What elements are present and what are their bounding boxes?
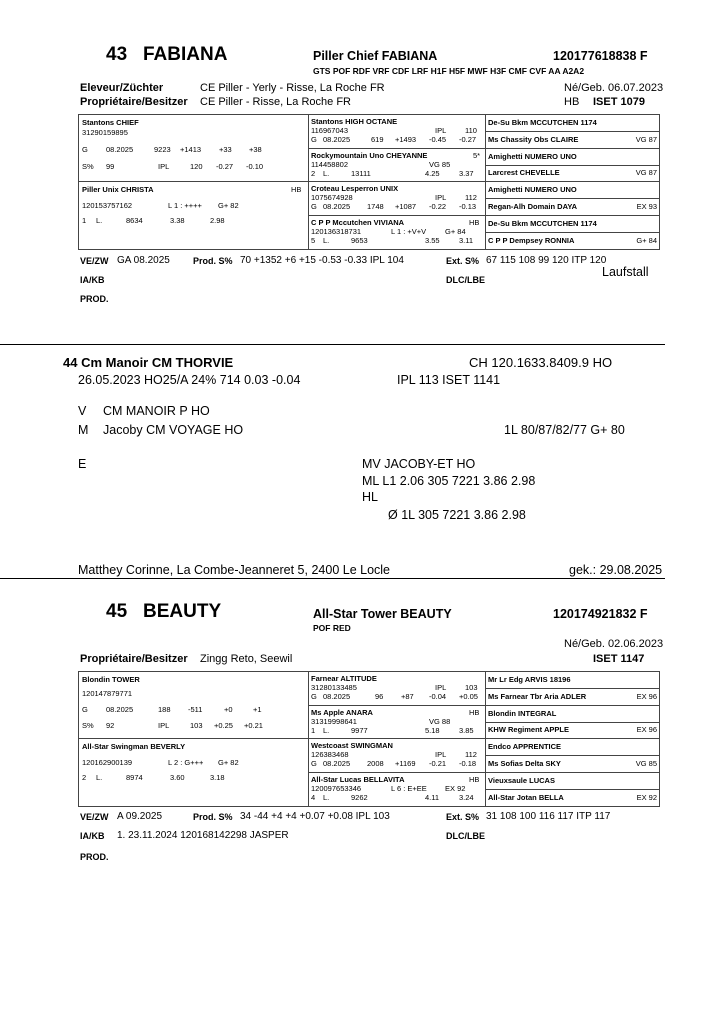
- housing-note: Laufstall: [602, 265, 649, 279]
- animal-full-name: All-Star Tower BEAUTY: [313, 607, 452, 621]
- sire-name: Stantons CHIEF: [82, 118, 139, 127]
- gg-0: De-Su Bkm MCCUTCHEN 1174: [488, 118, 597, 127]
- sire-sire-cell: Stantons HIGH OCTANE 116967043 IPL 110 G 08.2025 619 +1493 -0.45 -0.27: [311, 117, 477, 144]
- gg-2: Blondin INTEGRAL: [488, 709, 557, 718]
- sire-dam-cell: Ms Apple ANARA HB 31319998641 VG 88 1 L. 9977 5.18 3.85: [311, 708, 480, 735]
- gg-1: Ms Chassity Obs CLAIRE VG 87: [488, 135, 657, 144]
- iset: ISET 1079: [593, 96, 645, 108]
- dam-dam-cell: C P P Mccutchen VIVIANA HB 120136318731 L 1 : +V+V G+ 84 5 L. 9653 3.55 3.11: [311, 218, 480, 245]
- animal-name: BEAUTY: [143, 601, 222, 622]
- gg-0: Mr Lr Edg ARVIS 18196: [488, 675, 571, 684]
- gg-3: KHW Regiment APPLE EX 96: [488, 725, 657, 734]
- animal-id: 120174921832 F: [553, 607, 648, 621]
- sire-sire-cell: Farnear ALTITUDE 31280133485 IPL 103 G 08.2025 96 +87 -0.04 +0.05: [311, 674, 478, 701]
- birth-date: Né/Geb. 02.06.2023: [564, 638, 664, 650]
- sire-line: CM MANOIR P HO: [103, 404, 210, 418]
- genetics: GTS POF RDF VRF CDF LRF H1F H5F MWF H3F CMF CVF AA A2A2: [313, 66, 585, 76]
- gg-5: Ms Sofias Delta SKY VG 85: [488, 759, 657, 768]
- animal-id: 120177618838 F: [553, 49, 648, 63]
- sire-cell: Stantons CHIEF 31290159895 G 08.2025 9223 +1413 +33 +38 S% 99 IPL 120 -0.27 -0.10: [82, 118, 264, 171]
- animal-number: 45: [106, 601, 128, 622]
- gg-7: C P P Dempsey RONNIA G+ 84: [488, 236, 657, 245]
- sire-name: Blondin TOWER: [82, 675, 140, 684]
- sire-id: 31290159895: [82, 128, 128, 137]
- animal-name: FABIANA: [143, 44, 228, 65]
- dam-cell: Piller Unix CHRISTA HB 120153757162 L 1 : ++++ G+ 82 1 L. 8634 3.38 2.98: [82, 185, 302, 225]
- owner: Zingg Reto, Seewil: [200, 653, 293, 665]
- gg-6: De-Su Bkm MCCUTCHEN 1174: [488, 219, 597, 228]
- gg-4: Endco APPRENTICE: [488, 742, 562, 751]
- sire-id: 120147879771: [82, 689, 133, 698]
- gg-6: Vieuxsaule LUCAS: [488, 776, 555, 785]
- breeder: CE Piller - Yerly - Risse, La Roche FR: [200, 82, 385, 94]
- breeder-label: Eleveur/Züchter: [80, 82, 164, 94]
- dam-sire-cell: Croteau Lesperron UNIX 1075674928 IPL 112 G 08.2025 1748 +1087 -0.22 -0.13: [311, 184, 477, 211]
- separator: [0, 578, 665, 579]
- gg-5: Regan-Alh Domain DAYA EX 93: [488, 202, 657, 211]
- dam-name: All-Star Swingman BEVERLY: [82, 742, 186, 751]
- separator: [0, 344, 665, 345]
- birth-date: Né/Geb. 06.07.2023: [564, 82, 664, 94]
- sire-cell: Blondin TOWER 120147879771 G 08.2025 188 -511 +0 +1 S% 92 IPL 103 +0.25 +0.21: [82, 675, 263, 730]
- gg-7: All-Star Jotan BELLA EX 92: [488, 793, 657, 802]
- iset: ISET 1147: [593, 653, 645, 665]
- owner-label: Propriétaire/Besitzer: [80, 96, 188, 108]
- sire-dam-cell: Rockymountain Uno CHEYANNE 5* 114458802 VG 85 2 L. 13111 4.25 3.37: [311, 151, 481, 178]
- dam-dam-cell: All-Star Lucas BELLAVITA HB 120097653346 L 6 : E+EE EX 92 4 L. 9262 4.11 3.24: [311, 775, 480, 802]
- owner-address: Matthey Corinne, La Combe-Jeanneret 5, 2400 Le Locle: [78, 563, 390, 577]
- gg-4: Amighetti NUMERO UNO: [488, 185, 577, 194]
- animal-44-title: 44 Cm Manoir CM THORVIE: [63, 355, 234, 370]
- animal-full-name: Piller Chief FABIANA: [313, 49, 438, 63]
- gg-1: Ms Farnear Tbr Aria ADLER EX 96: [488, 692, 657, 701]
- animal-number: 43: [106, 44, 128, 65]
- gek-date: gek.: 29.08.2025: [569, 563, 663, 577]
- dam-name: Piller Unix CHRISTA: [82, 185, 154, 194]
- pedigree-45: [78, 671, 660, 807]
- dam-line: Jacoby CM VOYAGE HO: [103, 423, 244, 437]
- hb-badge: HB: [564, 96, 580, 108]
- owner: CE Piller - Risse, La Roche FR: [200, 96, 351, 108]
- animal-44-id: CH 120.1633.8409.9 HO: [469, 355, 613, 370]
- genetics: POF RED: [313, 623, 351, 633]
- dam-sire-cell: Westcoast SWINGMAN 126383468 IPL 112 G 08.2025 2008 +1169 -0.21 -0.18: [311, 741, 477, 768]
- gg-3: Larcrest CHEVELLE VG 87: [488, 168, 657, 177]
- pedigree-43: [78, 114, 660, 250]
- dam-cell: All-Star Swingman BEVERLY 120162900139 L 2 : G+++ G+ 82 2 L. 8974 3.60 3.18: [82, 742, 239, 782]
- owner-label: Propriétaire/Besitzer: [80, 653, 188, 665]
- gg-2: Amighetti NUMERO UNO: [488, 152, 577, 161]
